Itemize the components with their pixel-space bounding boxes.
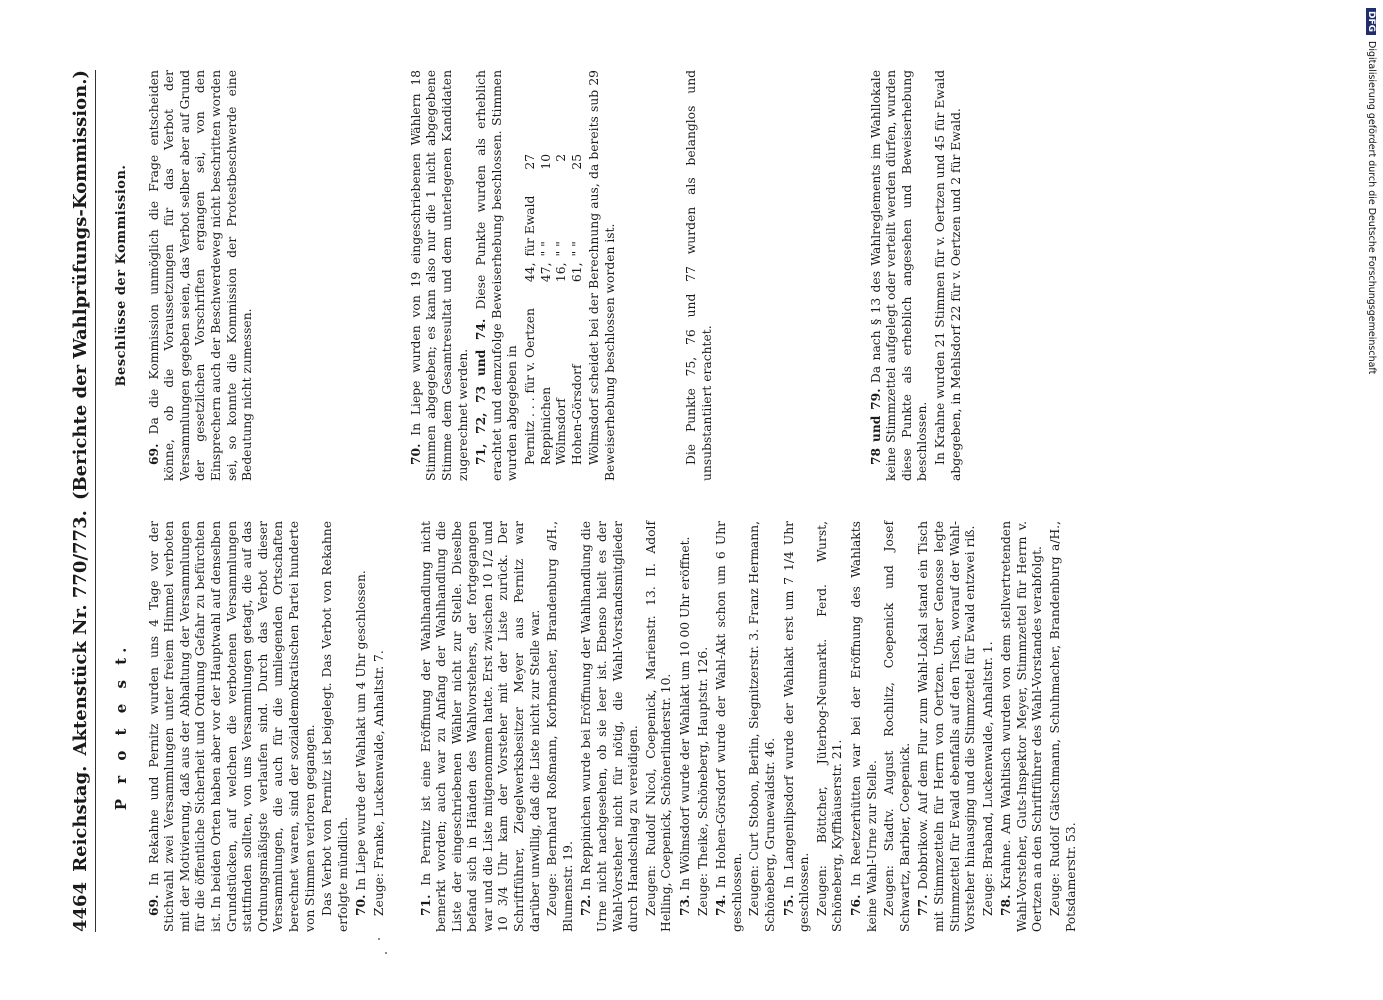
protest-paragraph: 72. In Reppinichen wurde bei Eröffnung der Wahlhandlung die Urne nicht nachgesehen, ob sie leer ist. Ebenso hielt es der Wahl-Vorsteher nicht für nötig, die Wahl-Vorstandsmitglieder durch Handschlag zu vereidigen. (578, 520, 641, 932)
header-doc-label: Aktenstück Nr. 770/773. (70, 510, 91, 756)
witness-line: Zeuge: Bernhard Roßmann, Korbmacher, Brandenburg a/H., Blumenstr. 19. (545, 521, 575, 932)
witness-line: Zeuge: Franke, Luckenwalde, Anhaltstr. 7. (371, 650, 386, 916)
page-number: 4464 (70, 881, 91, 932)
protest-paragraph: 75. In Langenlipsdorf wurde der Wahlakt erst um 7 1/4 Uhr geschlossen. (780, 521, 812, 932)
two-column-body (114, 70, 1081, 932)
witness-line: Zeuge: Rudolf Gätschmann, Schuhmacher, Brandenburg a/H., Potsdamerstr. 53. (1048, 521, 1078, 932)
vote-row: Hohen-Görsdorf 61, " " 25 (569, 153, 584, 465)
resolution-paragraph: 71, 72, 73 und 74. Diese Punkte wurden als erheblich erachtet und demzufolge Beweiserhebung beschlossen. Stimmen wurden abgegeben in (473, 70, 520, 481)
witness-line: Zeugen: Rudolf Nicol, Coepenick, Marienstr. 13. II. Adolf Helling, Coepenick, Schönerlinderstr. 10. (643, 521, 674, 932)
protest-paragraph: 78. Krahne. Am Wahltisch wurden von dem stellvertretenden Wahl-Vorsteher, Guts-Inspektor Meyer, Stimmzettel für Herrn v. Oertzen an den Schriftführer des Wahl-Vorstandes verabfolgt. (998, 521, 1045, 932)
protest-column (114, 521, 1081, 932)
protest-paragraph: 74. In Hohen-Görsdorf wurde der Wahl-Akt schon um 6 Uhr geschlossen. (713, 521, 744, 932)
vote-row: Wölmsdorf 16, " " 2 (554, 153, 569, 465)
protest-paragraph: 69. In Rekahne und Pernitz wurden uns 4 Tage vor der Stichwahl zwei Versammlungen unter freiem Himmel verboten mit der Motivierung, daß aus der Abhaltung der Versammlungen für die öffentliche Sicherheit und Ordnung Gefahr zu befürchten ist. In beiden Orten haben aber vor der Hauptwahl auf denselben Grundstücken, auf welchen die verbotenen Versammlungen stattfinden sollten, von uns Versammlungen getagt, die auf das Ordnungsmäßigste verlaufen sind. Durch das Verbot dieser Versammlungen, die auch für die umliegenden Ortschaften berechnet waren, sind der sozialdemokratischen Partei hunderte von Stimmen verloren gegangen. (145, 521, 317, 932)
resolutions-heading: Beschlüsse der Kommission. (114, 164, 129, 387)
rotated-page-content (20, 0, 1360, 1000)
witness-line: Zeugen: Böttcher, Jüterbog-Neumarkt. Ferd. Wurst, Schöneberg, Kyffhäuserstr. 21. (814, 521, 845, 932)
witness-line: Zeuge: Braband, Luckenwalde, Anhaltstr. 1. (980, 641, 995, 916)
scan-speck (378, 938, 380, 940)
header-left-label: Reichstag. (70, 765, 91, 872)
protest-heading: P r o t e s t. (112, 642, 130, 811)
scan-speck (385, 952, 387, 954)
protest-paragraph: 76. In Reetzerhütten war bei der Eröffnung des Wahlakts keine Wahl-Urne zur Stelle. (847, 521, 879, 932)
resolution-paragraph: 70. In Liepe wurden von 19 eingeschriebenen Wählern 18 Stimmen abgegeben; es kann also nur die 1 nicht abgegebene Stimme dem Gesamtresultat und dem unterlegenen Kandidaten zugerechnet werden. (407, 70, 470, 481)
resolution-paragraph: In Krahne wurden 21 Stimmen für v. Oertzen und 45 für Ewald abgegeben, in Mehlsdorf 22 für v. Oertzen und 2 für Ewald. (933, 70, 963, 481)
digitization-credit (1365, 8, 1379, 708)
credit-text: Digitalisierung gefördert durch die Deutsche Forschungsgemeinschaft (1366, 41, 1377, 375)
resolution-paragraph: Die Punkte 75, 76 und 77 wurden als belanglos und unsubstantiiert erachtet. (684, 70, 715, 481)
header-right-label: (Berichte der Wahlprüfungs-Kommission.) (70, 70, 91, 501)
vote-table (523, 148, 585, 465)
resolution-paragraph: 69. Da die Kommission unmöglich die Frage entscheiden könne, ob die Voraussetzungen für das Verbot der Versammlungen gegeben seien, das Verbot selber aber auf Grund der gesetzlichen Vorschriften ergangen sei, von den Einsprechern auch der Beschwerdeweg nicht beschritten worden sei, so konnte die Kommission der Protestbeschwerde eine Bedeutung nicht zumessen. (145, 70, 255, 481)
protest-paragraph: 73. In Wölmsdorf wurde der Wahlakt um 10 00 Uhr eröffnet. (677, 536, 692, 916)
page-header (70, 70, 96, 932)
vote-row: Reppinichen 47, " " 10 (538, 153, 553, 465)
witness-line: Zeugen: Stadtv. August Rochlitz, Coepenick und Josef Schwartz, Barbier, Coepenick. (882, 521, 912, 932)
witness-line: Zeugen: Curt Stobon, Berlin, Siegnitzerstr. 3. Franz Hermann, Schöneberg, Grunewaldstr. 46. (747, 521, 777, 932)
protest-paragraph: 77. Dobbrikow. Auf dem Flur zum Wahl-Lokal stand ein Tisch mit Stimmzetteln für Herrn von Oertzen. Unser Genosse legte Stimmzettel für Ewald ebenfalls auf den Tisch, worauf der Wahl-Vorsteher hinausging und die Stimmzettel für Ewald entzwei riß. (915, 521, 978, 932)
protest-paragraph: 70. In Liepe wurde der Wahlakt um 4 Uhr geschlossen. (353, 570, 369, 916)
vote-row: Pernitz . . . für v. Oertzen 44, für Ewald 27 (522, 153, 537, 465)
resolution-paragraph: 78 und 79. Da nach § 13 des Wahlreglements im Wahllokale keine Stimmzettel aufgelegt oder verteilt werden dürfen, wurden diese Punkte als erheblich angesehen und Beweiserhebung beschlossen. (867, 70, 930, 481)
dfg-logo: DFG (1367, 8, 1377, 35)
resolutions-column (114, 70, 1081, 481)
protest-paragraph: Das Verbot von Pernitz ist beigelegt. Das Verbot von Rekahne erfolgte mündlich. (320, 521, 350, 932)
protest-paragraph: 71. In Pernitz ist eine Eröffnung der Wahlhandlung nicht bemerkt worden; auch war zu Anfang der Wahlhandlung die Liste der eingeschriebenen Wähler nicht zur Stelle. Dieselbe befand sich in Händen des Wahlvorstehers, der fortgegangen war und die Liste mitgenommen hatte. Erst zwischen 10 1/2 und 10 3/4 Uhr kam der Vorsteher mit der Liste zurück. Der Schriftführer, Ziegelwerksbesitzer Meyer aus Pernitz war darüber unwillig, daß die Liste nicht zur Stelle war. (417, 521, 542, 932)
resolution-paragraph: Wölmsdorf scheidet bei der Berechnung aus, da bereits sub 29 Beweiserhebung beschlossen worden ist. (587, 70, 617, 481)
witness-line: Zeuge: Theike, Schöneberg, Hauptstr. 126. (695, 646, 710, 916)
